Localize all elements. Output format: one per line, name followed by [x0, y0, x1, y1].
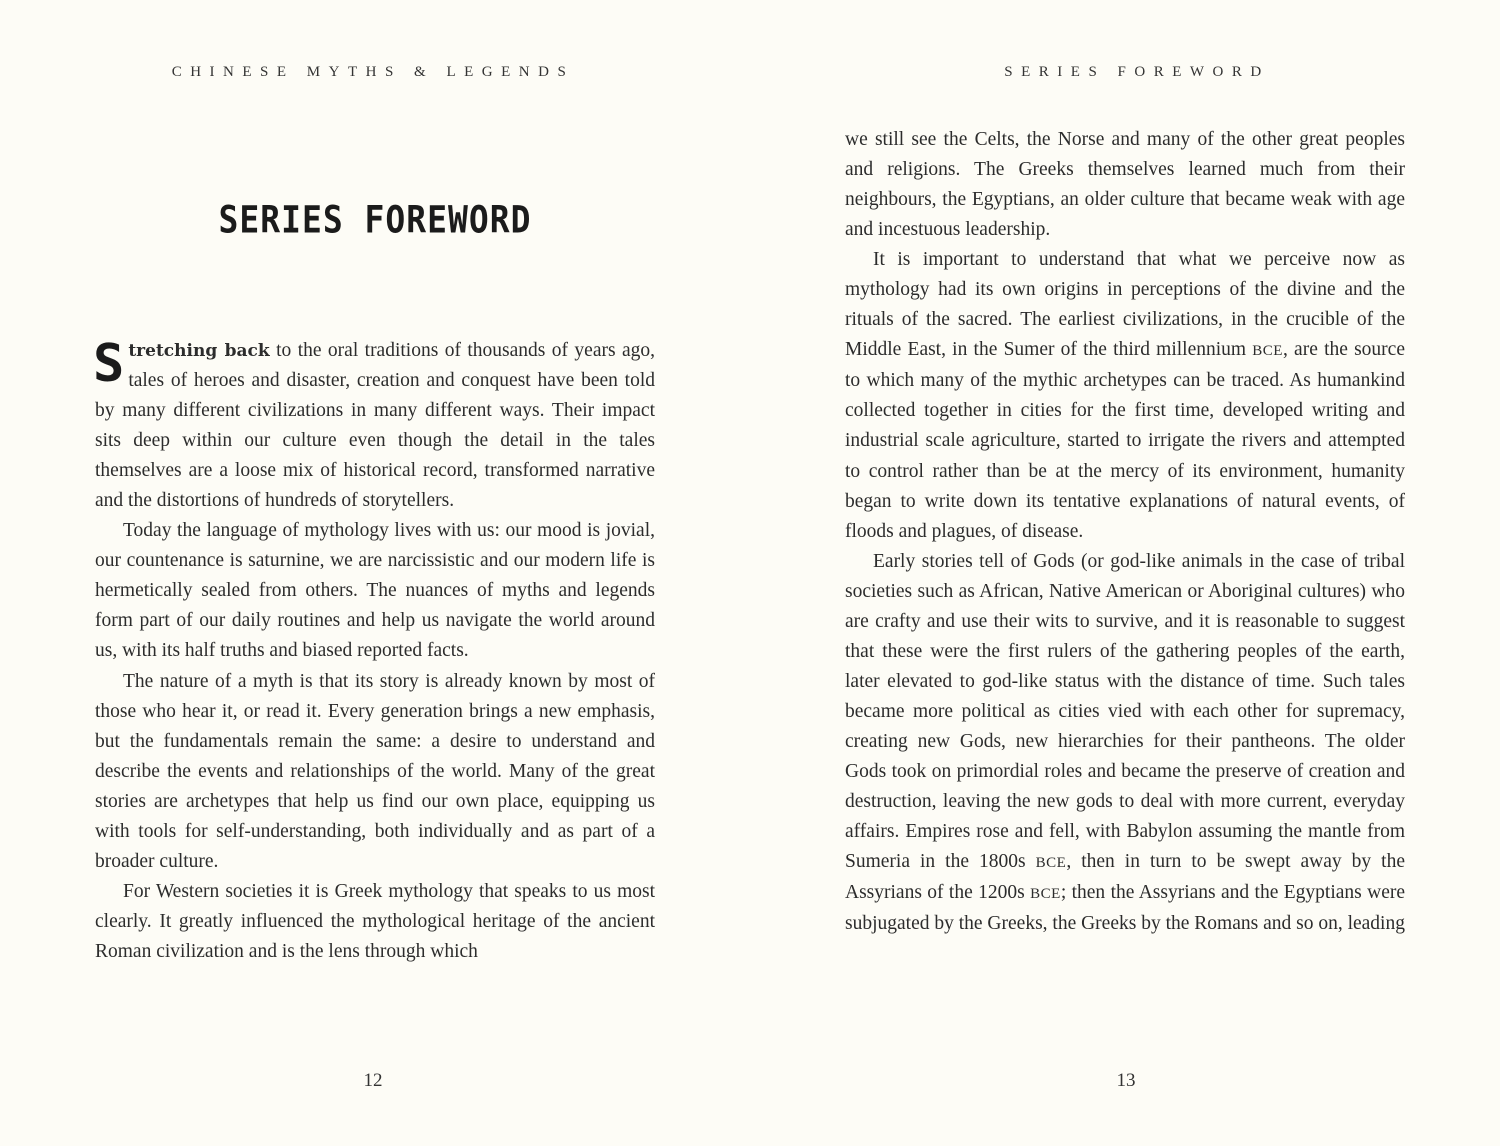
running-head-right: SERIES FOREWORD [1004, 64, 1270, 80]
paragraph-6 [845, 245, 1405, 546]
paragraph-1 [95, 336, 655, 516]
paragraph-4: For Western societies it is Greek mythology that speaks to us most clearly. It greatly influenced the mythological heritage of the ancient Roman civilization and is the lens through which [95, 880, 655, 962]
left-body-text [95, 336, 655, 967]
paragraph-6-text-b: , are the source to which many of the mythic archetypes can be traced. As humankind collected together in cities for the first time, developed writing and industrial scale agriculture, started to irrigate the rivers and attempted to control rather than be at the mercy of its environment, humanity began to write down its tentative explanations of natural events, of floods and plagues, of disease. [845, 339, 1405, 542]
paragraph-6-text-a: It is important to understand that what we perceive now as mythology had its own origins in perceptions of the divine and the rituals of the sacred. The earliest civilizations, in the crucible of the Middle East, in the Sumer of the third millennium [845, 249, 1405, 361]
paragraph-7-text-b: , then in turn to be swept away by the Assyrians of the 1200s [845, 851, 1405, 904]
era-label: BCE [1030, 886, 1061, 903]
era-label: BCE [1035, 855, 1067, 872]
paragraph-5: we still see the Celts, the Norse and many of the other great peoples and religions. The Greeks themselves learned much from their neighbours, the Egyptians, an older culture that became weak with age and incestuous leadership. [845, 129, 1405, 241]
era-label: BCE [1252, 343, 1283, 360]
page-number-left: 12 [363, 1070, 383, 1091]
left-page [95, 0, 655, 1146]
paragraph-1-text: to the oral traditions of thousands of years ago, tales of heroes and disaster, creation and conquest have been told by many different civilizations in many different ways. Their impact sits deep within our culture even though the detail in the tales themselves are a loose mix of historical record, transformed narrative and the distortions of hundreds of storytellers. [95, 340, 656, 512]
paragraph-3: The nature of a myth is that its story is already known by most of those who hear it, or read it. Every generation brings a new emphasis, but the fundamentals remain the same: a desire to understand and describe the events and relationships of the world. Many of the great stories are archetypes that help us find our own place, equipping us with tools for self-understanding, both individually and as part of a broader culture. [95, 670, 655, 872]
paragraph-2: Today the language of mythology lives with us: our mood is jovial, our countenance is saturnine, we are narcissistic and our modern life is hermetically sealed from others. The nuances of myths and legends form part of our daily routines and help us navigate the world around us, with its half truths and biased reported facts. [95, 520, 655, 662]
paragraph-7-text-a: Early stories tell of Gods (or god-like animals in the case of tribal societies such as African, Native American or Aboriginal cultures) who are crafty and use their wits to survive, and it is reasonable to suggest that these were the first rulers of the gathering peoples of the earth, later elevated to god-like status with the distance of time. Such tales became more political as cities vied with each other for supremacy, creating new Gods, new hierarchies for their pantheons. The older Gods took on primordial roles and became the preserve of creation and destruction, leaving the new gods to deal with more current, everyday affairs. Empires rose and fell, with Babylon assuming the mantle from Sumeria in the 1800s [845, 550, 1405, 873]
paragraph-7-text-c: ; then the Assyrians and the Egyptians were subjugated by the Greeks, the Greeks by the Romans and so on, leading [845, 882, 1406, 935]
right-page [845, 0, 1405, 1146]
page-number-right: 13 [1116, 1070, 1136, 1091]
paragraph-7 [845, 547, 1405, 940]
right-body-text [845, 125, 1405, 939]
running-head-left: CHINESE MYTHS & LEGENDS [171, 64, 575, 80]
chapter-title: SERIES FOREWORD [218, 197, 532, 242]
drop-cap: S [93, 334, 125, 394]
lead-words: tretching back [128, 341, 270, 361]
